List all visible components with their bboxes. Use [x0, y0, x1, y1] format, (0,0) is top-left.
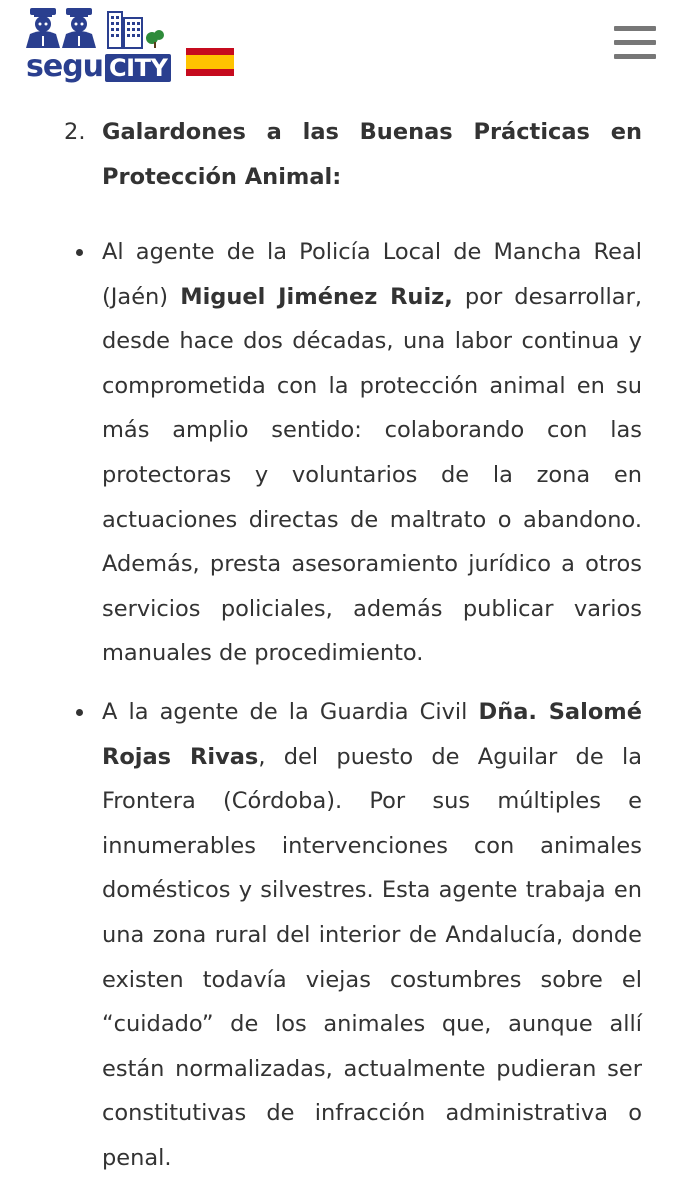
list-item: [102, 230, 642, 676]
bullet-icon: [76, 709, 83, 716]
bullet-icon: [76, 249, 83, 256]
menu-bar-middle: [614, 40, 656, 45]
award-intro: Al agente de la Policía Local de Mancha Real (Jaén): [102, 239, 642, 310]
award-recipient-name: Dña. Salomé Rojas Rivas: [102, 698, 642, 770]
spain-flag-icon: [186, 48, 234, 76]
list-item: [102, 690, 642, 1181]
menu-bar-top: [614, 26, 656, 31]
logo-text-city: CITY: [105, 54, 171, 82]
award-intro: A la agente de la Guardia Civil: [102, 698, 479, 725]
site-header: [0, 0, 681, 100]
section-title: Galardones a las Buenas Prácticas en Protección Animal:: [102, 119, 642, 190]
section-number: 2.: [64, 119, 86, 145]
logo-text-segu: segu: [26, 49, 104, 84]
awards-list: [0, 230, 681, 1180]
award-description: , del puesto de Aguilar de la Frontera (Córdoba). Por sus múltiples e innumerables intervenciones con animales domésticos y silvestres. Esta agente trabaja en una zona rural del interior de Andalucía, donde existen todavía viejas costumbres sobre el “cuidado” de los animales que, aunque allí están normalizadas, actualmente pudieran ser constitutivas de infracción administrativa o penal.: [102, 743, 643, 1171]
award-recipient-name: Miguel Jiménez Ruiz,: [180, 283, 453, 310]
award-description: por desarrollar, desde hace dos décadas, una labor continua y comprometida con la protección animal en su más amplio sentido: colaborando con las protectoras y voluntarios de la zona en actuaciones directas de maltrato o abandono. Además, presta asesoramiento jurídico a otros servicios policiales, además publicar varios manuales de procedimiento.: [102, 283, 642, 667]
logo-wordmark: [26, 46, 171, 82]
segucity-logo[interactable]: [22, 2, 237, 86]
article-content: [0, 110, 681, 1194]
hamburger-menu-icon[interactable]: [612, 26, 658, 62]
section-heading: [64, 110, 642, 200]
menu-bar-bottom: [614, 54, 656, 59]
